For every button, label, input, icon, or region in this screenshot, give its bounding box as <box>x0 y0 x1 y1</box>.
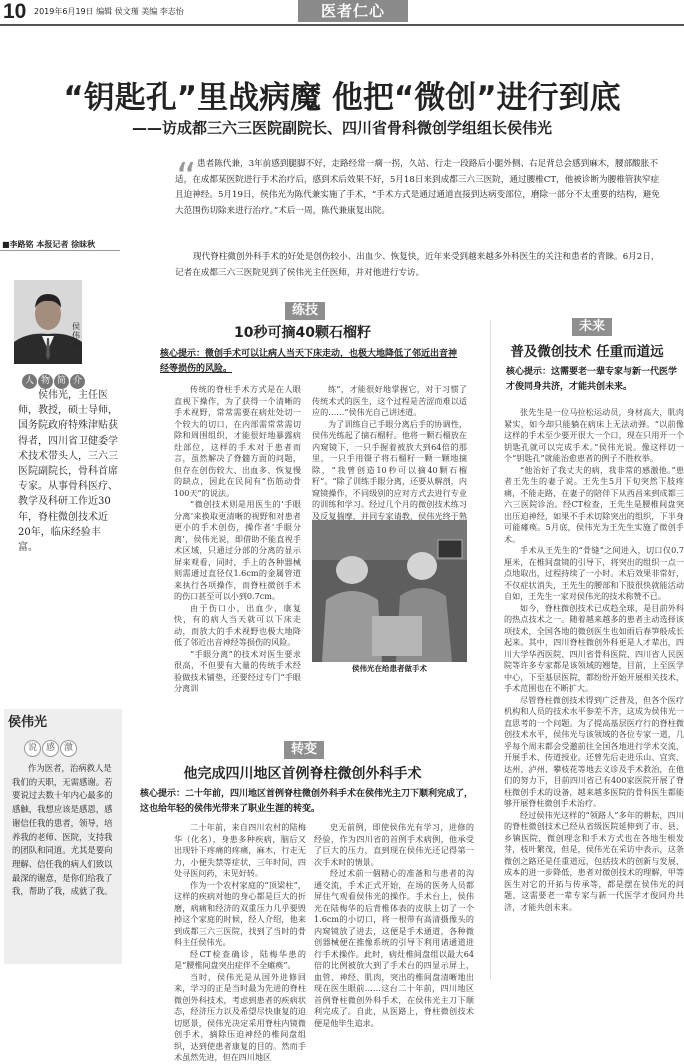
badge-char: 介 <box>70 374 85 389</box>
highlight-text: 微创手术可以让病人当天下床走动，也极大地降低了邻近出音神经等损伤的风险。 <box>160 349 458 374</box>
section-heading: 普及微创技术 任重而道远 <box>510 344 664 360</box>
highlight-label: 核心提示： <box>506 367 552 377</box>
paragraph: 史无前例，即使侯伟光有学习，进修的经验，作为四川省的首例手术病例，他承受了巨大的压力，直到现在侯伟光还记得第一次手术时的情景。 <box>314 822 474 867</box>
paragraph: 练”，才能很好地掌握它，对于习惯了传统术式的医生，这个过程是苦涩而难以适应的……“侯伟光自己讲述道。 <box>312 384 467 417</box>
article-column <box>504 407 684 913</box>
highlight-text: 二十年前，四川地区首例脊柱微创外科手术在侯伟光主刀下顺利完成了，这也给年轻的侯伟光带来了职业生涯的转变。 <box>140 789 474 814</box>
article-column <box>174 384 301 695</box>
section-highlight <box>140 787 476 817</box>
paragraph: “手眼分离”的技术对医生要求很高，不但要有大量的传统手术经验做技术铺垫，还要经过专门“手眼分离训 <box>174 648 301 693</box>
article-column <box>174 822 306 1064</box>
highlight-label: 核心提示： <box>160 349 206 359</box>
paragraph: 二十年前，来自四川农村的陆梅华（化名），身患多种疾病，脑后又出现针下疼痛的疼痛，麻木，行走无力，小便失禁等症状，三年时间，四处寻医问药，未见好转。 <box>174 822 306 878</box>
paragraph: 尽管脊柱微创技术得到广泛普及，但各个医疗机构和人员的技术水平参差不齐，这成为侯伟光一直思考的一个问题。为了提高基层医疗行的脊柱微创技术水平，侯伟光与该领域的各位专家一道，几乎每个周末都会受邀前往全国各地进行学术交流、开展手术、传道授业。还曾先后走进乐山、宜宾、达州、泸州、攀枝花等地去义诊及手术救治，在他们的努力下，目前四川省已有400家医院开展了脊柱微创手术的设备，越来越多医院的骨科医生都能够开展脊柱微创手术治疗。 <box>504 694 684 808</box>
portrait-caption: 侯伟光 <box>72 322 80 349</box>
quote-mark-icon: “ <box>176 155 197 201</box>
section-tag: 练技 <box>285 302 325 320</box>
paragraph: 为了训练自己手眼分离后手的协调性，侯伟光练起了摘石榴籽。他将一颗石榴放在内窥镜下，一只手握着被放大到64倍的那里，一只手用镊子将石榴籽一颗一颗地摘除，“我曾创造10秒可以摘40颗石榴籽”。“除了训练手眼分离，还要从解剖，内窥镜操作，不同级别的应对方式去进行专业的训练和学习。经过几个月的微创技术练习及反复揣摩，并同专家请教，侯伟光终于熟 <box>312 418 467 521</box>
paragraph: 经CT检查确诊，陆梅华患的是“腰椎间盘突出症伴不全瘫痪”。 <box>174 948 306 970</box>
page-number: 10 <box>3 0 27 23</box>
quote-name: 侯伟光 <box>8 715 48 730</box>
badge-char: 说 <box>24 740 41 757</box>
paragraph: “他治好了我丈夫的病，我非常的感激他。”患者王先生的妻子说。王先生5月下旬突然下肢疼痛，不能走路，在妻子的陪伴下从西昌来到成都三六三医院诊治。经CT检查，王先生是腰椎间盘突出压迫神经，如果不手术切除突出的组织，下半身可能瘫痪。5月底，侯伟光为王先生实施了微创手术。 <box>504 464 684 544</box>
paragraph: “微创技术则是用医生的‘手眼分离’来换取更清晰的视野和对患者更小的手术创伤，操作者‘手眼分离’，侯伟光说，即借助不能直视手术区域，只通过分部的分离的显示屏来观看，同时，手上的各种器械则需通过直径仅1.6cm的金属管道来执行各项操作，而脊柱微创手术的伤口甚至可以小到0.7cm。 <box>174 499 301 601</box>
section-banner: 医者仁心 <box>298 0 408 22</box>
issue-info: 2019年6月19日 编辑 侯文瑾 美编 李志怡 <box>34 7 184 16</box>
badge-char: 简 <box>54 374 69 389</box>
photo-caption: 侯伟光在给患者做手术 <box>352 664 427 673</box>
intro-paragraph-1: 患者陈代兼，3年前感到腿脚不好，走路经常一瘸一拐，久站、行走一段路后小腿外侧、右足背总会感到麻木，腰部酸胀不适，在成都某医院进行手术治疗后，感到术后效果不好，5月18日来到成都三六三医院，通过腰椎CT，他被诊断为腰椎管狭窄症且迫神经。5月19日，侯伟光为陈代兼实施了手术，“手术方式是通过通道直接到达病变部位，磨除一部分不太重要的结构，避免大范围伤切除来进行治疗。”术后一周，陈代兼康复出院。 <box>175 159 660 216</box>
paragraph: 手术从王先生的“骨缝”之间进入，切口仅0.7厘米，在椎间盘镜的引导下，将突出的组织一点一点地取出，过程持续了一小时。术后效果非常好，不仅症状消失，王先生的腰部和下肢很快就能活动自如，王先生一家对侯伟光的技术称赞不已。 <box>504 545 684 601</box>
intro-paragraph-2: 现代脊柱微创外科手术的好处是创伤较小、出血少、恢复快，近年来受到越来越多外科医生的关注和患者的青睐。6月2日，记者在成都三六三医院见到了侯伟光主任医师，并对他进行专访。 <box>175 252 660 278</box>
highlight-label: 核心提示： <box>140 789 186 799</box>
highlight-text: 这需要老一辈专家与新一代医学才俊同身共济，才能共创未来。 <box>506 367 678 392</box>
paragraph: 张先生是一位马拉松运动员，身材高大，肌肉紧实，如今却只能躺在病床上无法动弹。“以前像这样的手术至少要开很大一个口，现在只用开一个钥匙孔就可以完成手术。”侯伟光说。像这样切一个“钥匙孔”就能治愈患者的例子不胜枚举。 <box>504 407 684 463</box>
surgery-photo <box>312 520 467 662</box>
badge-char: 人 <box>22 374 37 389</box>
paragraph: 经过术前一個精心的准备和与患者的沟通交流，手术正式开始，在场的医务人员都屏住气观看侯伟光的操作。手术台上，侯伟光在陆梅华的后背椎体表的皮肤上切了一个1.6cm的小切口，将一根带有高清摄像头的内窥镜放了进去，这便是手术通道，各种微创器械便在推像系统的引导下利用诸通道进行手术操作。此时，病灶椎间盘组以最大64倍的比例被放大到了手术台的四显示屏上，血管、神经、肌肉，突出的椎间盘清晰地出现在医生眼前……这台二十年前，四川地区首例脊柱微创外科手术，在侯伟光主刀下顺利完成了。自此，从医路上，脊柱微创技术便是他毕生追求。 <box>314 868 474 1028</box>
bio-badge <box>22 368 92 384</box>
badge-char: 激 <box>60 740 77 757</box>
paragraph: 作为一个农村家庭的“顶梁柱”，这样的疾病对他的身心都是巨大的折磨，病痛和经济的双重压力几乎要毁掉这个家庭的时候，经人介绍，他来到成都三六三医院，找到了当时的骨科主任侯伟光。 <box>174 879 306 947</box>
column-divider <box>490 320 492 980</box>
badge-char: 物 <box>38 374 53 389</box>
quote-text: 作为医者，治病救人是我们的天职，无需感谢。若要说过去数十年内心最多的感触，我想应该是感恩，感谢信任我的患者，领导，培养我的老师、医院，支持我的团队和同道。尤其是要向理解、信任我的病人们致以最深的谢意，是你们给我了我，帮助了我，成就了我。 <box>12 763 113 897</box>
article-title: “钥匙孔”里战病魔 他把“微创”进行到底 <box>63 80 621 116</box>
article-subtitle: ——访成都三六三医院副院长、四川省骨科微创学组组长侯伟光 <box>131 119 552 137</box>
section-tag: 转变 <box>284 741 324 759</box>
byline: ■李路铭 本报记者 徐昧秋 <box>2 240 96 249</box>
paragraph: 如今，脊柱微创技术已成趋全球，是目前外科的热点技术之一。随着越来越多的患者主动选择该项技术，全国各地的微创医生也如雨后春笋般成长起来。其中，四川脊柱微创外科更是人才辈出，四川大学华西医院、四川省骨科医院、四川省人民医院等许多专家都是该领域的翘楚，目前，上至医学中心，下至基层医院，都纷纷开始开展相关技术，手术范围也在不断扩大。 <box>504 602 684 693</box>
section-highlight <box>160 347 460 377</box>
article-column <box>314 822 474 1029</box>
section-heading: 10秒可摘40颗石榴籽 <box>234 325 371 341</box>
badge-char: 感 <box>42 740 59 757</box>
paragraph: 当时，侯伟光是从国外进修回来，学习的正是当时最为先进的脊柱微创外科技术，考虑到患者的疾病状态，经济压力以及希望尽快康复的迫切愿景，侯伟光决定采用脊柱内镜微创手术，摘除压迫神经的椎间盘组织，达到使患者康复的目的。然而手术虽然先进，但在四川地区 <box>174 971 306 1062</box>
article-column <box>312 384 467 534</box>
paragraph: 传统的脊柱手术方式是在人眼直视下操作，为了获得一个清晰的手术视野，常常需要在病灶处切一个较大的切口，在内部需常常需切除和周围组织，才能很好地暴露病灶部位，这样的手术对于患者而言，虽然解决了脊髓方面的问题，但存在创伤较大、出血多、恢复慢的缺点，因此在民间有“伤筋动骨100天”的说法。 <box>174 384 301 498</box>
section-heading: 他完成四川地区首例脊柱微创外科手术 <box>183 766 422 782</box>
quote-badge <box>24 735 78 757</box>
paragraph: 经过侯伟光这样的“领路人”多年的耕耘，四川的脊柱微创技术已经从省级医院延伸到了市、县、乡镇医院，微创理念和手术方式也在各地生根发芽，枝叶繁茂，但是，侯伟光在采访中表示，这条微创之路还是任重道远，包括技术的创新与发展、成本的进一步降低，患者对微创技术的理解，甲等医生对它的开拓与传承等，都是摆在侯伟光的问题，这需要老一辈专家与新一代医学才俊同舟共济，才能共创未来。 <box>504 809 684 912</box>
section-tag: 未来 <box>572 318 612 336</box>
divider <box>0 250 120 251</box>
section-highlight <box>506 365 680 395</box>
bio-text: 侯伟光，主任医师，教授，硕士导师，国务院政府特殊津贴获得者，四川省卫健委学术技术带头人，三六三医院副院长，骨科首席专家。从事骨科医疗、教学及科研工作近30年，脊柱微创技术近20年，临床经验丰富。 <box>18 390 118 554</box>
paragraph: 由于伤口小，出血少，康复快，有的病人当天就可以下床走动，而放大的手术视野也极大地降低了邻近出音神经等损伤的风险。 <box>174 602 301 647</box>
